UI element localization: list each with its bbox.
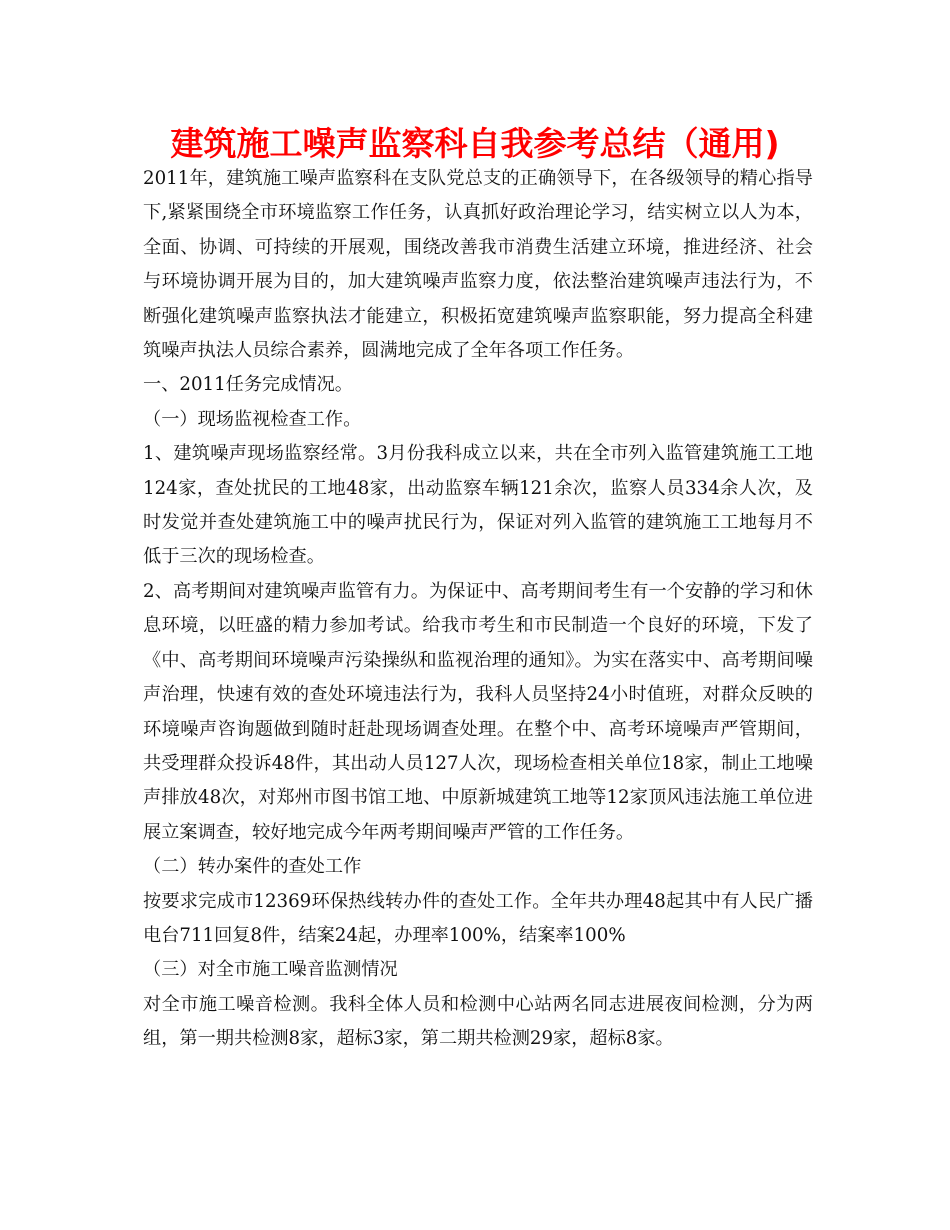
paragraph-item-2: 2、高考期间对建筑噪声监管有力。为保证中、高考期间考生有一个安静的学习和休息环境，以旺盛的精力参加考试。给我市考生和市民制造一个良好的环境，下发了《中、高考期间环境噪声污染操纵和监视治理的通知》。为实在落实中、高考期间噪声治理，快速有效的查处环境违法行为，我科人员坚持24小时值班，对群众反映的环境噪声咨询题做到随时赶赴现场调查处理。在整个中、高考环境噪声严管期间，共受理群众投诉48件，其出动人员127人次，现场检查相关单位18家，制止工地噪声排放48次，对郑州市图书馆工地、中原新城建筑工地等12家顶风违法施工单位进展立案调查，较好地完成今年两考期间噪声严管的工作任务。: [143, 580, 813, 843]
document-title: 建筑施工噪声监察科自我参考总结（通用): [170, 124, 780, 163]
subheading-onsite-inspection: （一）现场监视检查工作。: [143, 408, 362, 430]
paragraph-intro: 2011年，建筑施工噪声监察科在支队党总支的正确领导下，在各级领导的精心指导下,紧紧围绕全市环境监察工作任务，认真抓好政治理论学习，结实树立以人为本，全面、协调、可持续的开展观，围绕改善我市消费生活建立环境，推进经济、社会与环境协调开展为目的，加大建筑噪声监察力度，依法整治建筑噪声违法行为，不断强化建筑噪声监察执法才能建立，积极拓宽建筑噪声监察职能，努力提高全科建筑噪声执法人员综合素养，圆满地完成了全年各项工作任务。: [143, 168, 813, 362]
paragraph-case-handling: 按要求完成市12369环保热线转办件的查处工作。全年共办理48起其中有人民广播电台711回复8件，结案24起，办理率100%，结案率100%: [143, 890, 813, 946]
paragraph-item-1: 1、建筑噪声现场监察经常。3月份我科成立以来，共在全市列入监管建筑施工工地124家，查处扰民的工地48家，出动监察车辆121余次，监察人员334余人次，及时发觉并查处建筑施工中的噪声扰民行为，保证对列入监管的建筑施工工地每月不低于三次的现场检查。: [143, 443, 813, 568]
heading-section-1: 一、2011任务完成情况。: [143, 374, 353, 396]
subheading-case-handling: （二）转办案件的查处工作: [143, 856, 362, 878]
document-body: [143, 162, 813, 1057]
paragraph-noise-monitoring: 对全市施工噪音检测。我科全体人员和检测中心站两名同志进展夜间检测，分为两组，第一期共检测8家，超标3家，第二期共检测29家，超标8家。: [143, 993, 813, 1050]
subheading-noise-monitoring: （三）对全市施工噪音监测情况: [143, 959, 398, 981]
